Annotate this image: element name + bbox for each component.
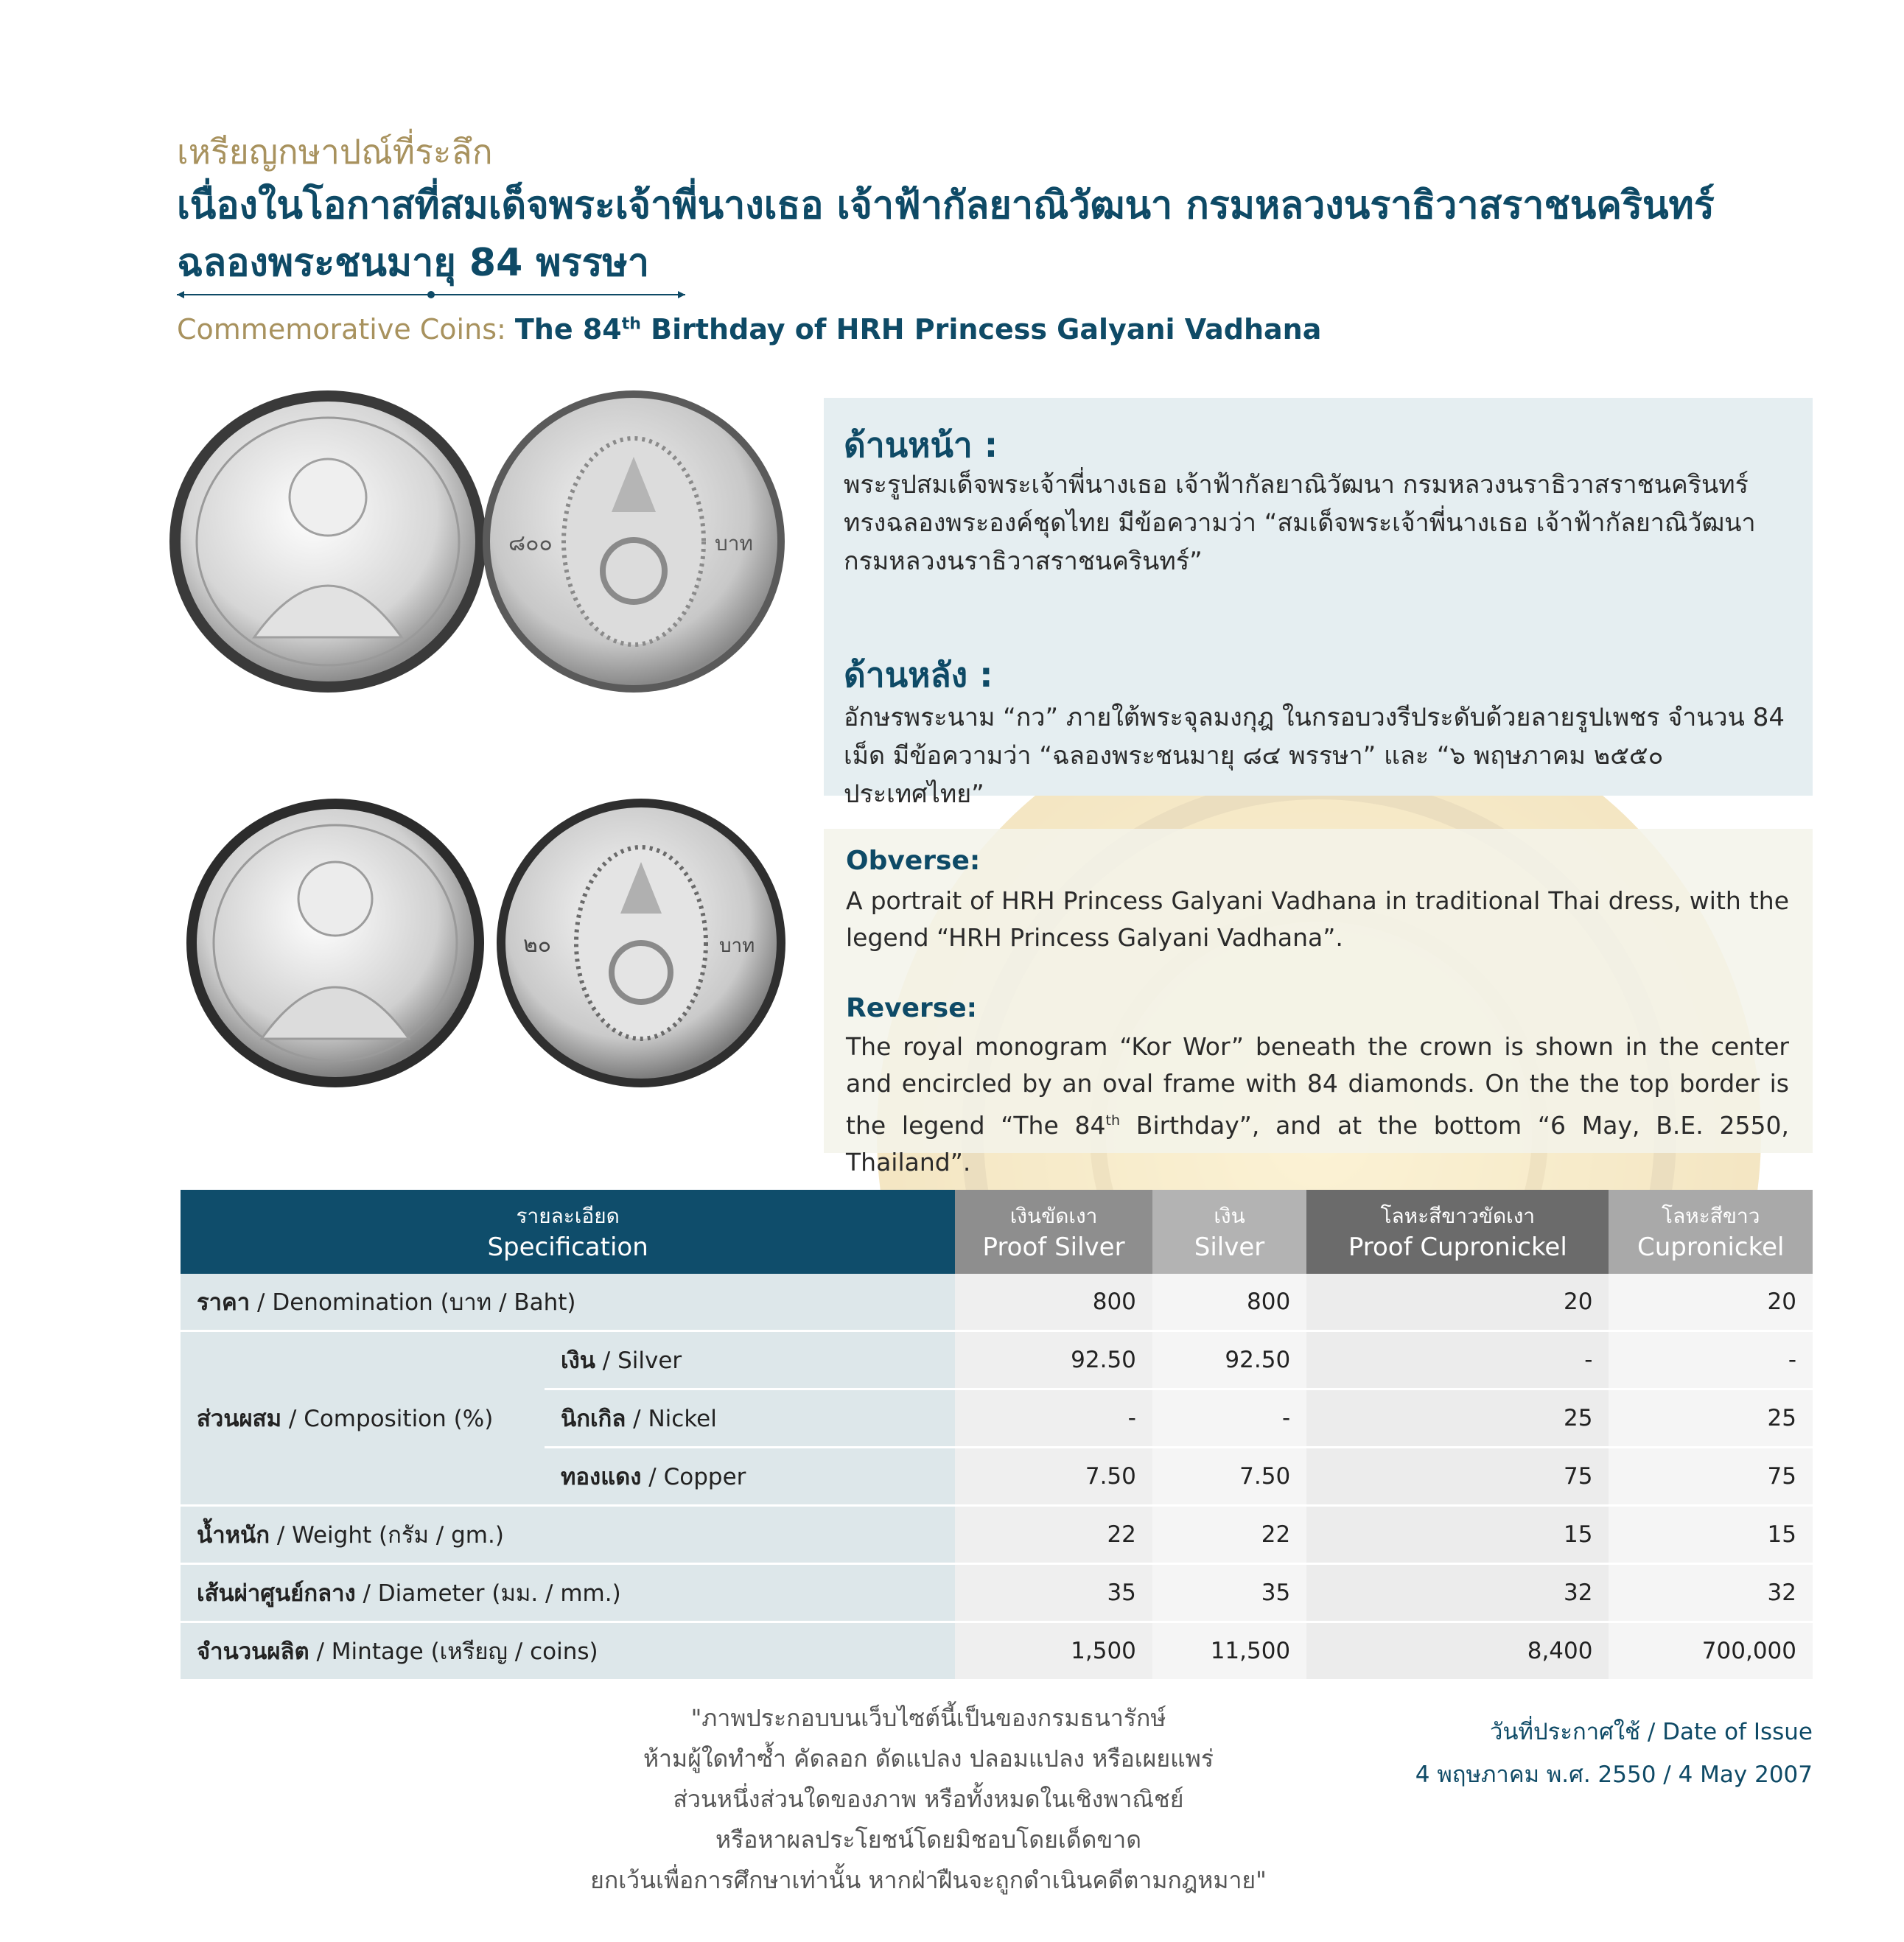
header-proof-cupronickel: โลหะสีขาวขัดเงา Proof Cupronickel (1306, 1190, 1609, 1274)
coin-baht-label: บาท (715, 531, 753, 555)
title-line-1: เนื่องในโอกาสที่สมเด็จพระเจ้าพี่นางเธอ เจ้าฟ้ากัลยาณิวัฒนา กรมหลวงนราธิวาสราชนครินทร์ (177, 183, 1715, 228)
coin-denomination-20: ๒๐ (523, 932, 552, 958)
coin-reverse-20-icon (494, 796, 788, 1090)
coin-obverse-800-icon (166, 387, 490, 696)
page-title-thai (177, 177, 1715, 292)
title-en-prefix: Commemorative Coins: (177, 313, 506, 346)
coin-denomination-800: ๘๐๐ (508, 530, 553, 556)
table-row: เส้นผ่าศูนย์กลาง / Diameter (มม. / mm.) 35 35 32 32 (181, 1564, 1813, 1622)
reverse-english-heading: Reverse: (846, 993, 978, 1023)
date-of-issue (1385, 1711, 1813, 1796)
obverse-english-text: A portrait of HRH Princess Galyani Vadhana in traditional Thai dress, with the legend “HRH Princess Galyani Vadhana”. (846, 886, 1789, 952)
table-row: ราคา / Denomination (บาท / Baht) 800 800 20 20 (181, 1274, 1813, 1331)
row-label-nickel: นิกเกิล / Nickel (545, 1389, 955, 1448)
table-row: น้ำหนัก / Weight (กรัม / gm.) 22 22 15 15 (181, 1506, 1813, 1564)
header-cupronickel: โลหะสีขาว Cupronickel (1609, 1190, 1813, 1274)
row-label-denomination: ราคา / Denomination (บาท / Baht) (181, 1274, 955, 1331)
row-label-copper: ทองแดง / Copper (545, 1448, 955, 1506)
reverse-thai-text: อักษรพระนาม “กว” ภายใต้พระจุลมงกุฎ ในกรอบวงรีประดับด้วยลายรูปเพชร จำนวน 84 เม็ด มีข้อความว่า “ฉลองพระชนมายุ ๘๔ พรรษา” และ “๖ พฤษภาคม ๒๕๕๐ ประเทศไทย” (844, 703, 1785, 809)
table-row: ทองแดง / Copper 7.50 7.50 75 75 (181, 1448, 1813, 1506)
row-label-weight: น้ำหนัก / Weight (กรัม / gm.) (181, 1506, 955, 1564)
obverse-thai-text: พระรูปสมเด็จพระเจ้าพี่นางเธอ เจ้าฟ้ากัลยาณิวัฒนา กรมหลวงนราธิวาสราชนครินทร์ ทรงฉลองพระองค์ชุดไทย มีข้อความว่า “สมเด็จพระเจ้าพี่นางเธอ เจ้าฟ้ากัลยาณิวัฒนา กรมหลวงนราธิวาสราชนครินทร์” (844, 470, 1756, 576)
coin-obverse-20-icon (184, 796, 486, 1090)
copyright-notice: "ภาพประกอบบนเว็บไซต์นี้เป็นของกรมธนารักษ์ ห้ามผู้ใดทำซ้ำ คัดลอก ดัดแปลง ปลอมแปลง หรือเผยแพร่ ส่วนหนึ่งส่วนใดของภาพ หรือทั้งหมดในเชิงพาณิชย์ หรือหาผลประโยชน์โดยมิชอบโดยเด็ดขาด ยกเว้นเพื่อการศึกษาเท่านั้น หากฝ่าฝืนจะถูกดำเนินคดีตามกฎหมาย" (590, 1704, 1267, 1894)
specification-table (181, 1190, 1813, 1681)
issue-date: 4 พฤษภาคม พ.ศ. 2550 / 4 May 2007 (1415, 1762, 1813, 1788)
table-row: ส่วนผสม / Composition (%) เงิน / Silver 92.50 92.50 - - (181, 1331, 1813, 1389)
obverse-thai-heading: ด้านหน้า : (844, 425, 998, 465)
header-proof-silver: เงินขัดเงา Proof Silver (955, 1190, 1152, 1274)
title-line-2: ฉลองพระชนมายุ 84 พรรษา (177, 241, 650, 285)
row-label-mintage: จำนวนผลิต / Mintage (เหรียญ / coins) (181, 1622, 955, 1680)
coin-baht-label-small: บาท (719, 935, 755, 957)
coin-reverse-800-icon (479, 387, 788, 696)
table-header-row (181, 1190, 1813, 1274)
issue-label: วันที่ประกาศใช้ / Date of Issue (1489, 1719, 1813, 1745)
header-silver: เงิน Silver (1152, 1190, 1306, 1274)
subtitle-thai: เหรียญกษาปณ์ที่ระลึก (177, 132, 493, 172)
header-specification: รายละเอียด Specification (181, 1190, 955, 1274)
title-divider (177, 290, 685, 299)
row-label-silver: เงิน / Silver (545, 1331, 955, 1389)
row-label-diameter: เส้นผ่าศูนย์กลาง / Diameter (มม. / mm.) (181, 1564, 955, 1622)
page-title-english (177, 313, 1321, 346)
table-row: นิกเกิล / Nickel - - 25 25 (181, 1389, 1813, 1448)
title-en-main: The 84th Birthday of HRH Princess Galyani Vadhana (514, 313, 1322, 346)
obverse-english-heading: Obverse: (846, 846, 981, 876)
row-label-composition: ส่วนผสม / Composition (%) (181, 1331, 545, 1506)
table-row: จำนวนผลิต / Mintage (เหรียญ / coins) 1,500 11,500 8,400 700,000 (181, 1622, 1813, 1680)
reverse-thai-heading: ด้านหลัง : (844, 655, 993, 695)
reverse-english-text: The royal monogram “Kor Wor” beneath the crown is shown in the center and encircled by an oval frame with 84 diamonds. On the the top border is the legend “The 84th Birthday”, and at the bottom “6 May, B.E. 2550, Thailand”. (846, 1032, 1789, 1177)
